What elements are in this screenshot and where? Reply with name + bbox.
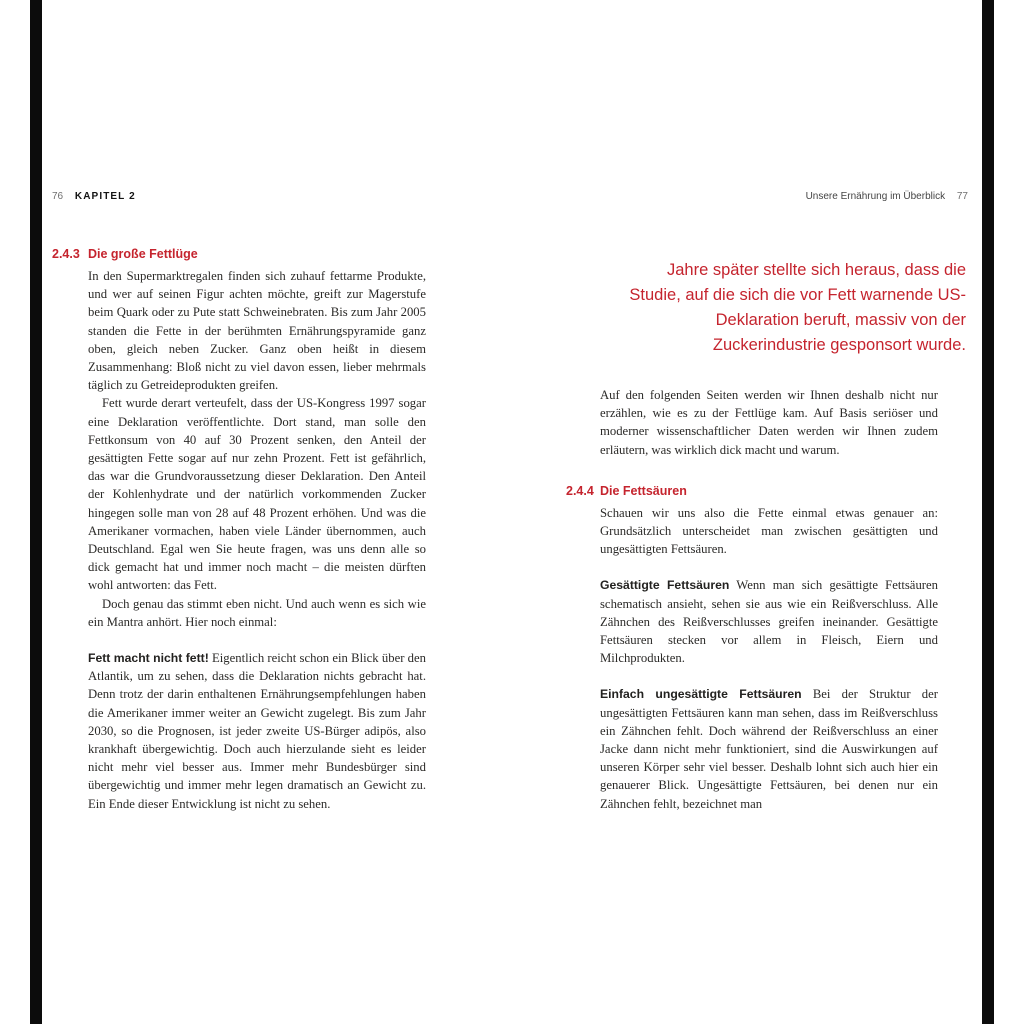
section-number: 2.4.4 <box>566 483 594 498</box>
paragraph: Doch genau das stimmt eben nicht. Und auch wenn es sich wie ein Mantra anhört. Hier noch einmal: <box>88 596 426 629</box>
runin-paragraph <box>600 576 938 667</box>
runin-text: Wenn man sich gesättigte Fettsäuren schematisch ansieht, sehen sie aus wie ein Reißverschluss. Alle Zähnchen des Reißverschlusses greifen ineinander. Gesättigte Fettsäuren stecken vor allem in Fleisch, Eiern und Milchprodukten. <box>600 578 938 666</box>
section-heading-2-4-3 <box>52 246 426 263</box>
runin-text: Bei der Struktur der ungesättigten Fettsäuren kann man sehen, dass im Reißverschluss ein Zähnchen fehlt. Doch während der Reißverschluss an einer Jacke dann nicht mehr funktioniert, sind die Auswirkungen auf unseren Körper sehr viel besser. Deshalb lohnt sich auch hier ein genauerer Blick. Ungesättigte Fettsäuren, bei denen nur ein Zähnchen fehlt, bezeichnet man <box>600 687 939 811</box>
runin-text: Eigentlich reicht schon ein Blick über den Atlantik, um zu sehen, dass die Deklaration nichts gebracht hat. Denn trotz der darin enthaltenen Ernährungsempfehlungen haben die Amerikaner immer weiter an Gewicht zugelegt. Bis zum Jahr 2030, so die Prognosen, ist jeder zweite US-Bürger adipös, also krankhaft übergewichtig. Doch auch hierzulande sieht es leider nicht mehr viel besser aus. Immer mehr Bundesbürger sind übergewichtig und immer mehr legen dramatisch an Gewicht zu. Ein Ende dieser Entwicklung ist nicht zu sehen. <box>88 651 426 811</box>
section-title: Die große Fettlüge <box>88 247 198 261</box>
running-title: Unsere Ernährung im Überblick <box>805 191 946 202</box>
runin-heading: Einfach ungesättigte Fettsäuren <box>600 687 802 702</box>
chapter-label: KAPITEL 2 <box>74 191 136 202</box>
right-column <box>566 386 938 813</box>
page-number-right: 77 <box>956 191 968 202</box>
section-number: 2.4.3 <box>52 247 80 261</box>
book-edge-left <box>30 0 42 1024</box>
book-edge-right <box>982 0 994 1024</box>
right-page-header <box>806 191 968 203</box>
section-title: Die Fettsäuren <box>600 483 687 498</box>
runin-paragraph <box>88 649 426 813</box>
runin-heading: Fett macht nicht fett! <box>88 651 209 666</box>
pull-quote: Jahre später stellte sich heraus, dass die Studie, auf die sich die vor Fett warnende US-Deklaration beruft, massiv von der Zuckerindustrie gesponsort wurde. <box>629 261 966 354</box>
page-number-left: 76 <box>52 191 64 202</box>
intro-paragraph: Auf den folgenden Seiten werden wir Ihnen deshalb nicht nur erzählen, wie es zu der Fettlüge kam. Auf Basis seriöser und moderner wissenschaftlicher Daten werden wir Ihnen zudem erläutern, was wirklich dick macht und warum. <box>600 388 938 457</box>
paragraph: Fett wurde derart verteufelt, dass der US-Kongress 1997 sogar eine Deklaration veröffentlichte. Dort stand, man solle den Fettkonsum von 40 auf 30 Prozent senken, den Anteil der gesättigten Fette sogar auf nur zehn Prozent. Fett ist gefährlich, das war die Grundvoraussetzung dieser Deklaration. Den Anteil der Kohlenhydrate und der natürlich vorkommenden Zucker hingegen solle man von 28 auf 48 Prozent erhöhen. Und was die Amerikaner vormachen, haben viele Länder übernommen, auch Deutschland. Egal wen Sie heute fragen, was uns denn alle so dick gemacht hat und immer noch macht – die meisten dürften wohl antworten: das Fett. <box>88 396 426 593</box>
runin-paragraph <box>600 685 938 812</box>
left-page-header <box>52 191 136 203</box>
lead-paragraph: Schauen wir uns also die Fette einmal etwas genauer an: Grundsätzlich unterscheidet man zwischen gesättigten und ungesättigten Fettsäuren. <box>600 505 938 557</box>
paragraph: In den Supermarktregalen finden sich zuhauf fettarme Produkte, und wer auf seinen Figur achten möchte, greift zur Magerstufe beim Quark oder zu Pute statt Schweinebraten. Bis zum Jahr 2005 standen die Fette in der berühmten Ernährungspyramide ganz oben, gleich neben Zucker. Ganz oben heißt in diesem Zusammenhang: Bloß nicht zu viel davon essen, lieber mehrmals täglich zu Getreideprodukten greifen. <box>88 269 426 393</box>
runin-heading: Gesättigte Fettsäuren <box>600 578 730 593</box>
left-column <box>52 246 426 813</box>
section-heading-2-4-4 <box>566 483 938 500</box>
